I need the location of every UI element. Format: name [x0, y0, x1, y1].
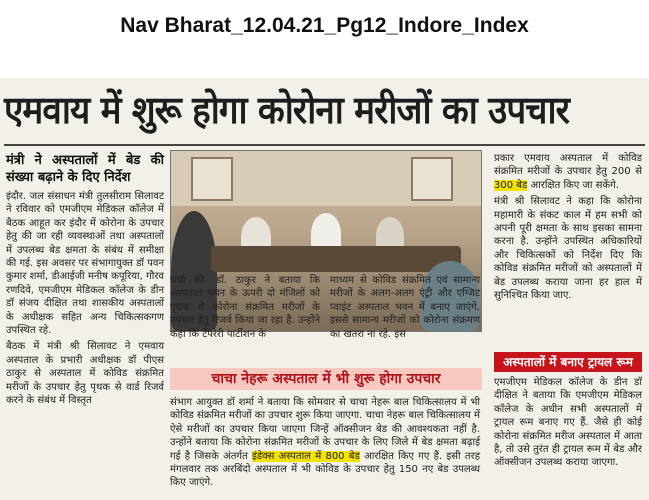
right-subhead: अस्पतालों में बनाए ट्रायल रूम — [494, 352, 642, 372]
photo-table — [211, 246, 461, 272]
middle-body-end: आरक्षित किए गए हैं. इसी तरह मंगलवार तक अरबिंदो अस्पताल में भी कोविड के उपचार हेतु 150 नए बेड उपलब्ध किए जाएंगे. — [170, 450, 481, 489]
right-column — [494, 152, 642, 305]
right-column-lower — [494, 376, 642, 473]
right-para-1 — [494, 152, 642, 192]
left-column — [6, 152, 164, 411]
middle-col-a-text: चर्चा की. डॉ. ठाकुर ने बताया कि अस्पताल भवन के ऊपरी दो मंजिलों को पृथक से कोरोना संक्रमित मरीजों के उपचार हेतु रिजर्व किया जा रहा है. उन्होंने कहा कि टेंपरेरी पार्टीशन के — [170, 275, 320, 340]
middle-col-a — [170, 274, 320, 344]
headline: एमवाय में शुरू होगा कोरोना मरीजों का उपचार — [4, 88, 570, 132]
left-lead: मंत्री ने अस्पतालों में बेड की संख्या बढ़ाने के दिए निर्देश — [6, 153, 164, 185]
newspaper-clipping — [0, 78, 649, 500]
right-para-1-start: प्रकार एमवाय अस्पताल में कोविड संक्रमित मरीजों के उपचार हेतु 200 से — [494, 153, 642, 178]
right-para-1-highlight: 300 बेड — [494, 179, 528, 191]
middle-col-b — [330, 274, 480, 344]
right-para-3: एमजीएम मेडिकल कॉलेज के डीन डॉ दीक्षित ने बताया कि एमजीएम मेडिकल कॉलेज के अधीन सभी अस्पतालों में ट्रायल रूम बनाए गए हैं. जैसे ही कोई कोरोना संक्रमित मरीज अस्पताल में आता है, तो उसे तुरंत ही ट्रायल रूम में बेड और ऑक्सीजन उपलब्ध कराया जाएगा. — [494, 377, 642, 469]
photo-window — [191, 157, 233, 201]
right-para-1-end: आरक्षित किए जा सकेंगे. — [527, 179, 619, 191]
headline-rule — [4, 144, 645, 146]
photo-window — [411, 157, 453, 201]
right-para-2: मंत्री श्री सिलावट ने कहा कि कोरोना महामारी के संकट काल में हम सभी को अपनी पूरी क्षमता के साथ इसका सामना करना है. उन्होंने उपस्थित अधिकारियों और चिकित्सकों को निर्देश दिए कि कोविड संक्रमित मरीजों को अस्पतालों में बेड उपलब्ध कराया जाना हर हाल में सुनिश्चित किया जाए. — [494, 196, 642, 302]
middle-subhead: चाचा नेहरू अस्पताल में भी शुरू होगा उपचार — [170, 368, 482, 390]
middle-col-b-text: माध्यम से कोविड संक्रमित एवं सामान्य मरीजों के अलग-अलग एंट्री और एग्जिट प्वाइंट अस्पताल भवन में बनाए जाएंगे. इससे सामान्य मरीजों को कोरोना संक्रमण का खतरा ना रहे. इस — [330, 275, 480, 340]
page-caption: Nav Bharat_12.04.21_Pg12_Indore_Index — [120, 14, 529, 37]
middle-body-start: संभाग आयुक्त डॉ शर्मा ने बताया कि सोमवार से चाचा नेहरू बाल चिकित्सालय में भी कोविड संक्रमित मरीजों का उपचार शुरू किया जाएगा. चाचा नेहरू बाल चिकित्सालय में ऐसे मरीजों का उपचार किया जाएगा जिन्हें ऑक्सीजन बेड की आवश्यकता नहीं है. उन्होंने बताया कि कोरोना संक्रमित मरीजों के उपचार के लिए जिले में बेड क्षमता बढ़ाई गई है जिसके अंतर्गत — [170, 397, 480, 462]
left-para-2: बैठक में मंत्री श्री सिलावट ने एमवाय अस्पताल के प्रभारी अधीक्षक डॉ पीएस ठाकुर से अस्पताल में कोविड संक्रमित मरीजों के उपचार हेतु पृथक से वार्ड रिजर्व करने के संबंध में विस्तृत — [6, 341, 164, 407]
middle-body-highlight: इंडेक्स अस्पताल में 800 बेड — [252, 450, 360, 462]
middle-body-text — [170, 396, 480, 490]
middle-body — [170, 396, 480, 493]
left-para-1: इंदौर. जल संसाधन मंत्री तुलसीराम सिलावट ने रविवार को एमजीएम मेडिकल कॉलेज में बैठक आहूत कर इंदौर में कोरोना के उपचार हेतु की जा रही व्यवस्थाओं तथा अस्पतालों में उपलब्ध बेड क्षमता के संबंध में समीक्षा की गई. इस अवसर पर संभागायुक्त डॉ पवन कुमार शर्मा, डीआईजी मनीष कपूरिया, गौरव रणदिवे, एमजीएम मेडिकल कॉलेज के डीन डॉ संजय दीक्षित तथा शासकीय अस्पतालों के अधीक्षक सहित अन्य चिकित्सकगण उपस्थित रहे. — [6, 191, 164, 337]
